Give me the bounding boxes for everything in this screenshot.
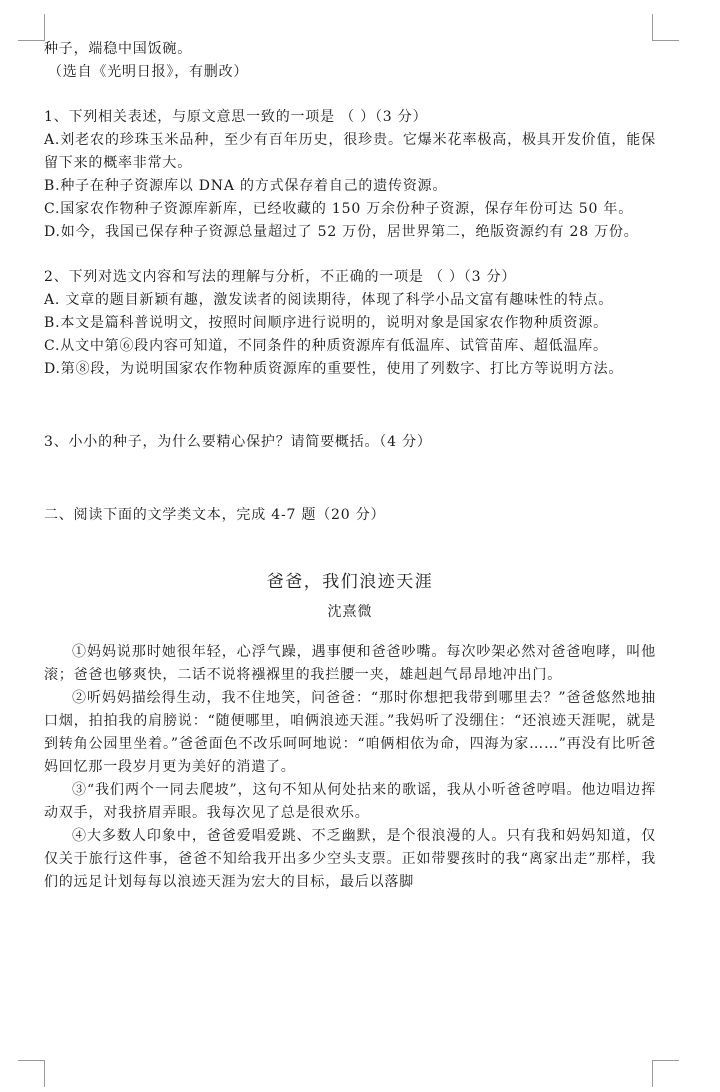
- question-2-stem: 2、下列对选文内容和写法的理解与分析，不正确的一项是 （ ）（3 分）: [44, 269, 517, 285]
- question-1-option-c: C.国家农作物种子资源库新库，已经收藏的 150 万余份种子资源，保存年份可达 50 年。: [44, 201, 633, 217]
- question-2-option-a: A. 文章的题目新颖有趣，激发读者的阅读期待，体现了科学小品文富有趣味性的特点。: [44, 292, 614, 308]
- crop-mark-bottom-left: [18, 1060, 45, 1087]
- article-author: 沈熹微: [327, 604, 373, 620]
- document-page: [44, 38, 656, 894]
- article-title: 爸爸，我们浪迹天涯: [266, 572, 434, 592]
- question-2-option-c: C.从文中第⑥段内容可知道，不同条件的种质资源库有低温库、试管苗库、超低温库。: [44, 338, 608, 354]
- intro-line: 种子，端稳中国饭碗。: [44, 41, 192, 57]
- question-1-option-d: D.如今，我国已保存种子资源总量超过了 52 万份，居世界第二，绝版资源约有 28 万份。: [44, 224, 639, 240]
- question-1-option-a: A.刘老农的珍珠玉米品种，至少有百年历史，很珍贵。它爆米花率极高，极具开发价值，能保留下来的概率非常大。: [44, 132, 656, 171]
- article-paragraph: ④大多数人印象中，爸爸爱唱爱跳、不乏幽默，是个很浪漫的人。只有我和妈妈知道，仅仅关于旅行这件事，爸爸不知给我开出多少空头支票。正如带婴孩时的我“离家出走”那样，我们的远足计划每每以浪迹天涯为宏大的目标，最后以落脚: [44, 828, 656, 890]
- section-2-heading: 二、阅读下面的文学类文本，完成 4-7 题（20 分）: [44, 507, 386, 523]
- article-body: [44, 641, 656, 894]
- question-2-option-d: D.第⑧段，为说明国家农作物种质资源库的重要性，使用了列数字、打比方等说明方法。: [44, 361, 624, 377]
- crop-mark-top-right: [652, 14, 679, 41]
- article-paragraph: ③“我们两个一同去爬坡”，这句不知从何处拈来的歌谣，我从小听爸爸哼唱。他边唱边挥动双手，对我挤眉弄眼。我每次见了总是很欢乐。: [44, 782, 656, 821]
- question-1-option-b: B.种子在种子资源库以 DNA 的方式保存着自己的遗传资源。: [44, 178, 448, 194]
- source-citation: （选自《光明日报》，有删改）: [48, 64, 249, 80]
- crop-mark-top-left: [18, 14, 45, 41]
- question-2-option-b: B.本文是篇科普说明文，按照时间顺序进行说明的，说明对象是国家农作物种质资源。: [44, 315, 608, 331]
- article-paragraph: ②听妈妈描绘得生动，我不住地笑，问爸爸：“那时你想把我带到哪里去？”爸爸悠然地抽口烟，拍拍我的肩膀说：“随便哪里，咱俩浪迹天涯。”我妈听了没绷住：“还浪迹天涯呢，就是到转角公园里坐着。”爸爸面色不改乐呵呵地说：“咱俩相依为命，四海为家……”再没有比听爸妈回忆那一段岁月更为美好的消遣了。: [44, 690, 656, 775]
- question-2: [44, 266, 656, 381]
- article-paragraph: ①妈妈说那时她很年轻，心浮气躁，遇事便和爸爸吵嘴。每次吵架必然对爸爸咆哮，叫他滚；爸爸也够爽快，二话不说将襁褓里的我拦腰一夹，雄赳赳气昂昂地冲出门。: [44, 644, 656, 683]
- crop-mark-bottom-right: [652, 1060, 679, 1087]
- question-3-stem: 3、小小的种子，为什么要精心保护？请简要概括。（4 分）: [44, 434, 432, 450]
- question-1: [44, 106, 656, 244]
- question-1-stem: 1、下列相关表述，与原文意思一致的一项是 （ ）（3 分）: [44, 109, 428, 125]
